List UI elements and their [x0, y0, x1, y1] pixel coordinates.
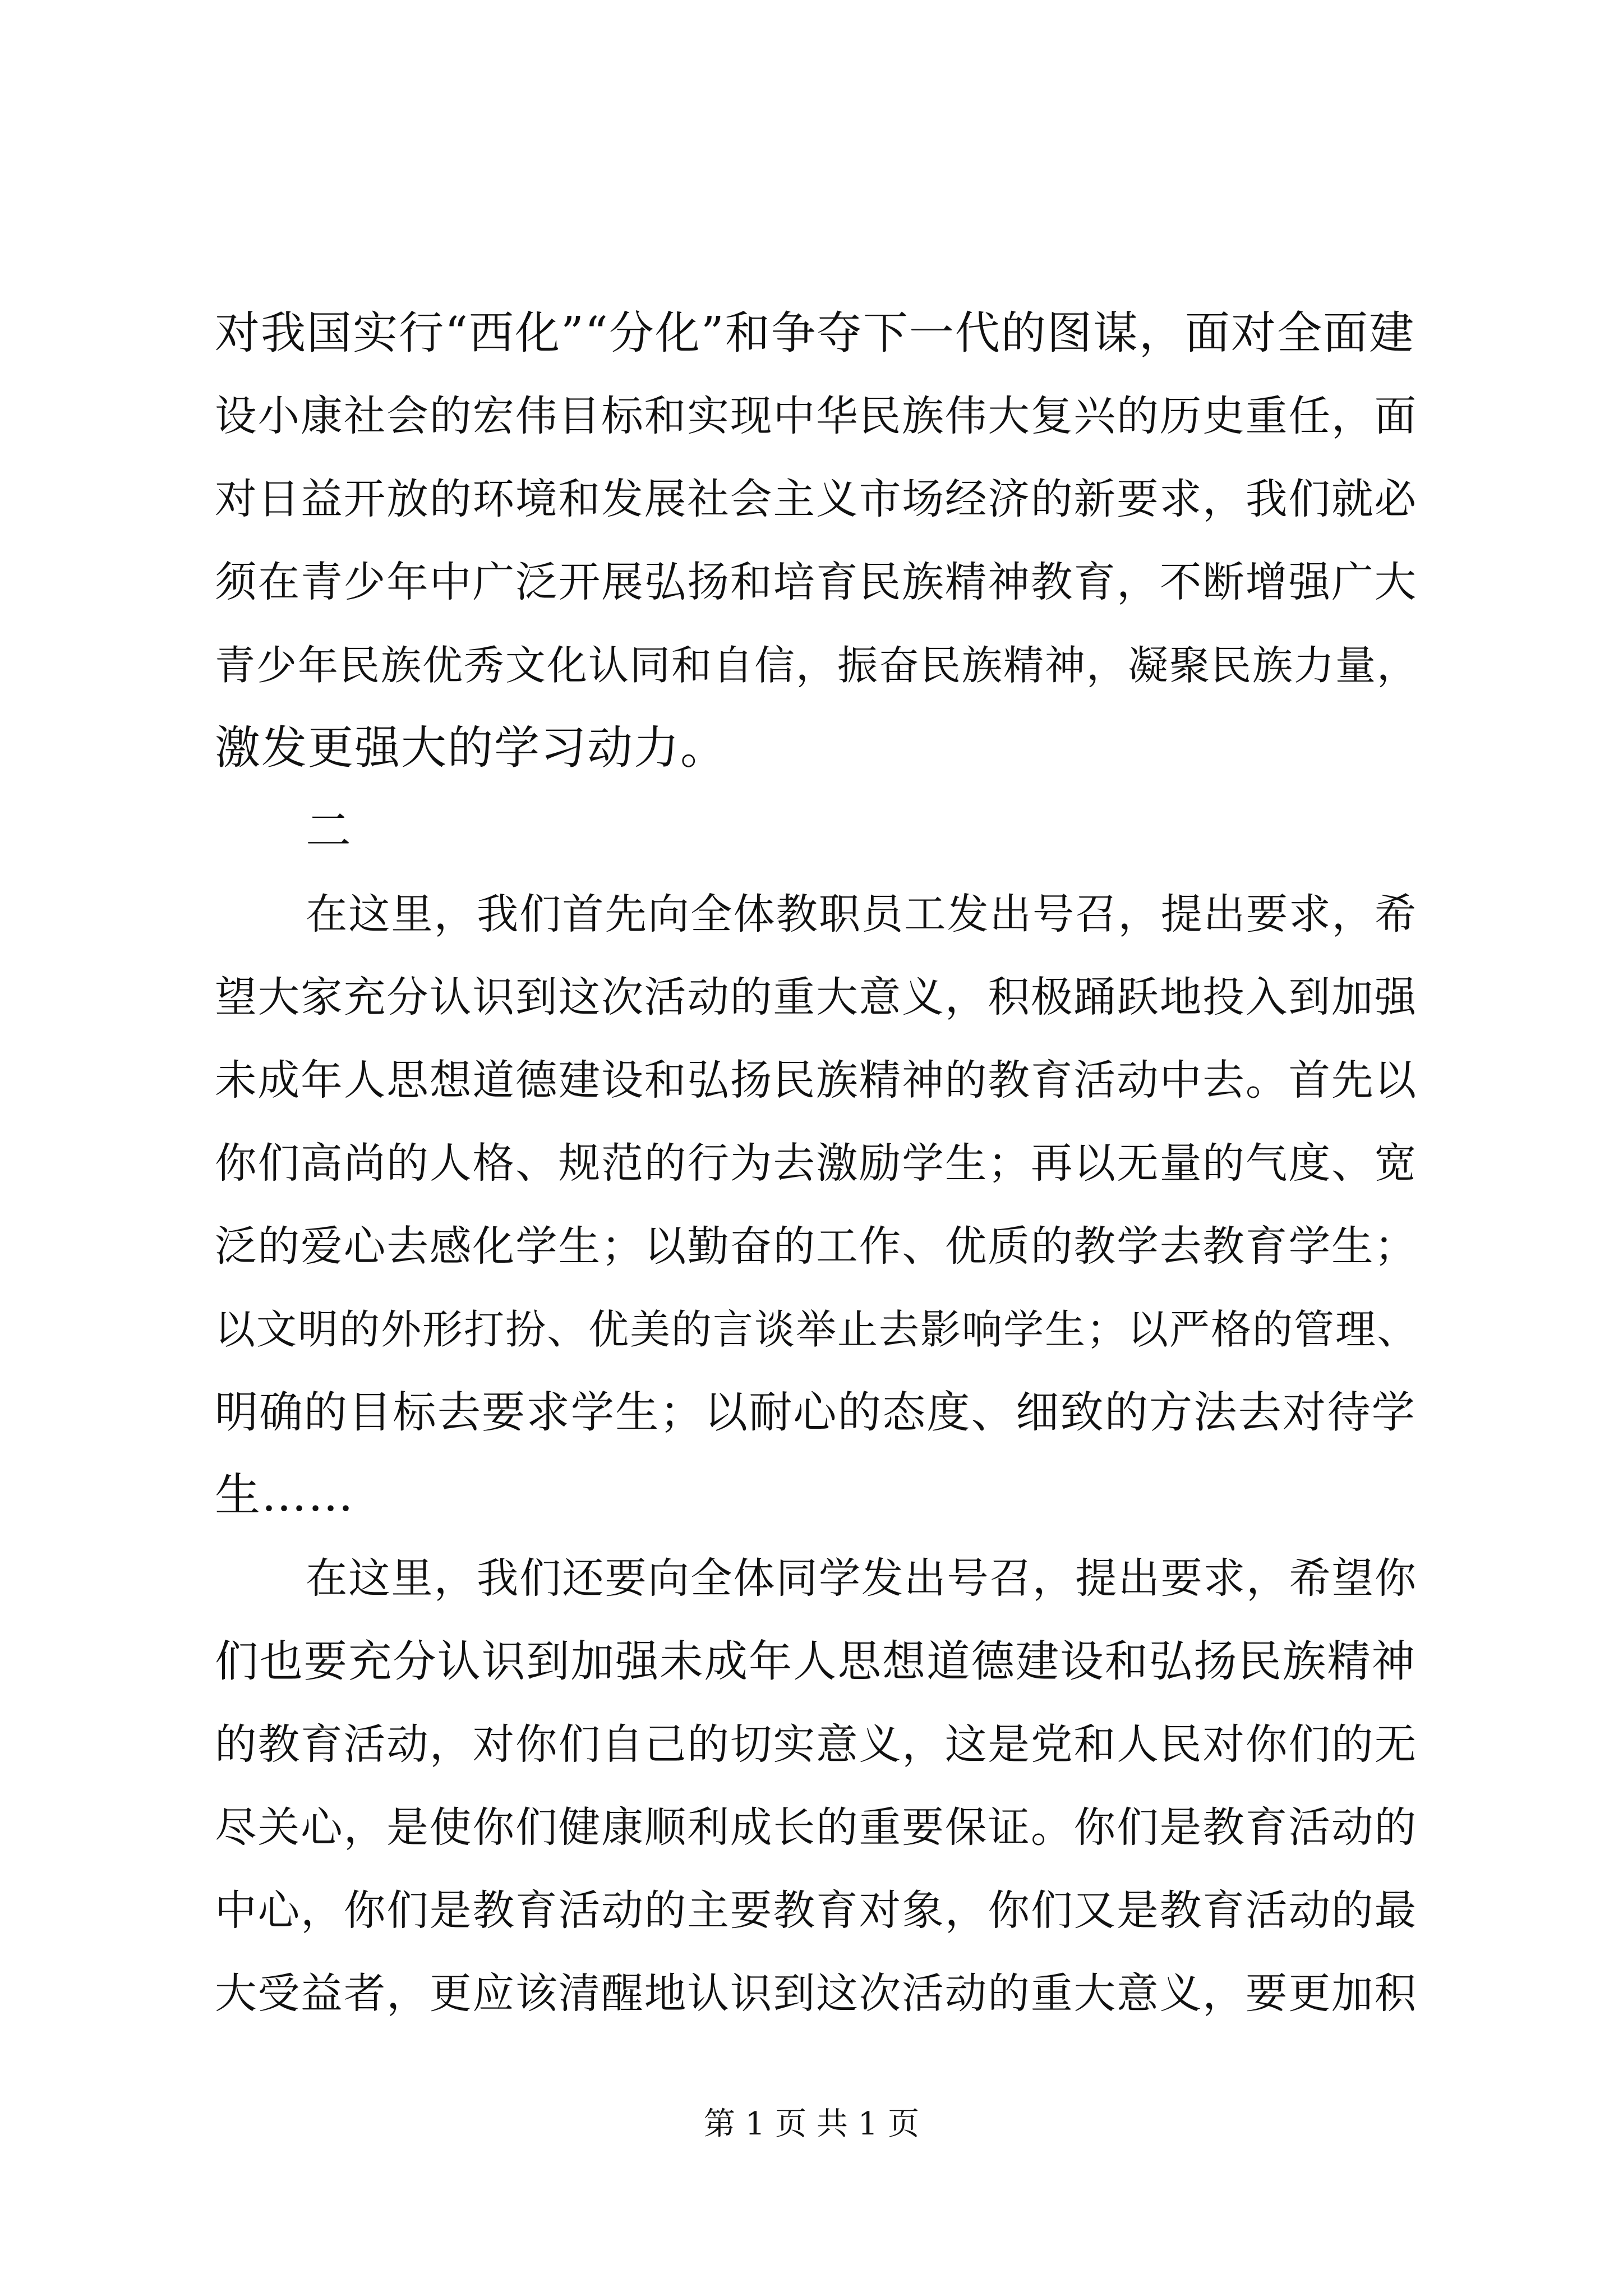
paragraph-1-line: 激发更强大的学习动力。	[215, 722, 727, 775]
paragraph-2-line: 你们高尚的人格、规范的行为去激励学生；再以无量的气度、宽	[215, 1139, 1418, 1188]
section-heading: 二	[306, 805, 353, 858]
paragraph-1-line: 须在青少年中广泛开展弘扬和培育民族精神教育，不断增强广大	[215, 558, 1418, 606]
paragraph-3-line: 的教育活动，对你们自己的切实意义，这是党和人民对你们的无	[215, 1720, 1418, 1769]
paragraph-3-line: 们也要充分认识到加强未成年人思想道德建设和弘扬民族精神	[215, 1636, 1416, 1687]
paragraph-2-line: 在这里，我们首先向全体教职员工发出号召，提出要求，希	[306, 890, 1418, 938]
body-text	[215, 292, 1419, 2035]
page-number-footer: 第 1 页 共 1 页	[703, 2106, 920, 2142]
paragraph-1-line: 对我国实行“西化”“分化”和争夺下一代的图谋，面对全面建	[215, 307, 1415, 359]
paragraph-3-line: 中心，你们是教育活动的主要教育对象，你们又是教育活动的最	[215, 1886, 1418, 1935]
paragraph-3-line: 大受益者，更应该清醒地认识到这次活动的重大意义，要更加积	[215, 1969, 1418, 2018]
paragraph-2-line: 泛的爱心去感化学生；以勤奋的工作、优质的教学去教育学生；	[215, 1222, 1418, 1271]
paragraph-1-line: 青少年民族优秀文化认同和自信，振奋民族精神，凝聚民族力量，	[215, 642, 1419, 689]
paragraph-2-line: 生……	[215, 1469, 355, 1522]
paragraph-2-line: 望大家充分认识到这次活动的重大意义，积极踊跃地投入到加强	[215, 973, 1418, 1022]
paragraph-2-line: 未成年人思想道德建设和弘扬民族精神的教育活动中去。首先以	[215, 1056, 1418, 1105]
paragraph-2-line: 明确的目标去要求学生；以耐心的态度、细致的方法去对待学	[215, 1387, 1416, 1438]
paragraph-3-line: 在这里，我们还要向全体同学发出号召，提出要求，希望你	[306, 1554, 1418, 1603]
paragraph-2-line: 以文明的外形打扮、优美的言谈举止去影响学生；以严格的管理、	[215, 1306, 1419, 1353]
paragraph-1-line: 对日益开放的环境和发展社会主义市场经济的新要求，我们就必	[215, 475, 1418, 523]
paragraph-1-line: 设小康社会的宏伟目标和实现中华民族伟大复兴的历史重任，面	[215, 392, 1418, 440]
paragraph-3-line: 尽关心，是使你们健康顺利成长的重要保证。你们是教育活动的	[215, 1803, 1418, 1852]
